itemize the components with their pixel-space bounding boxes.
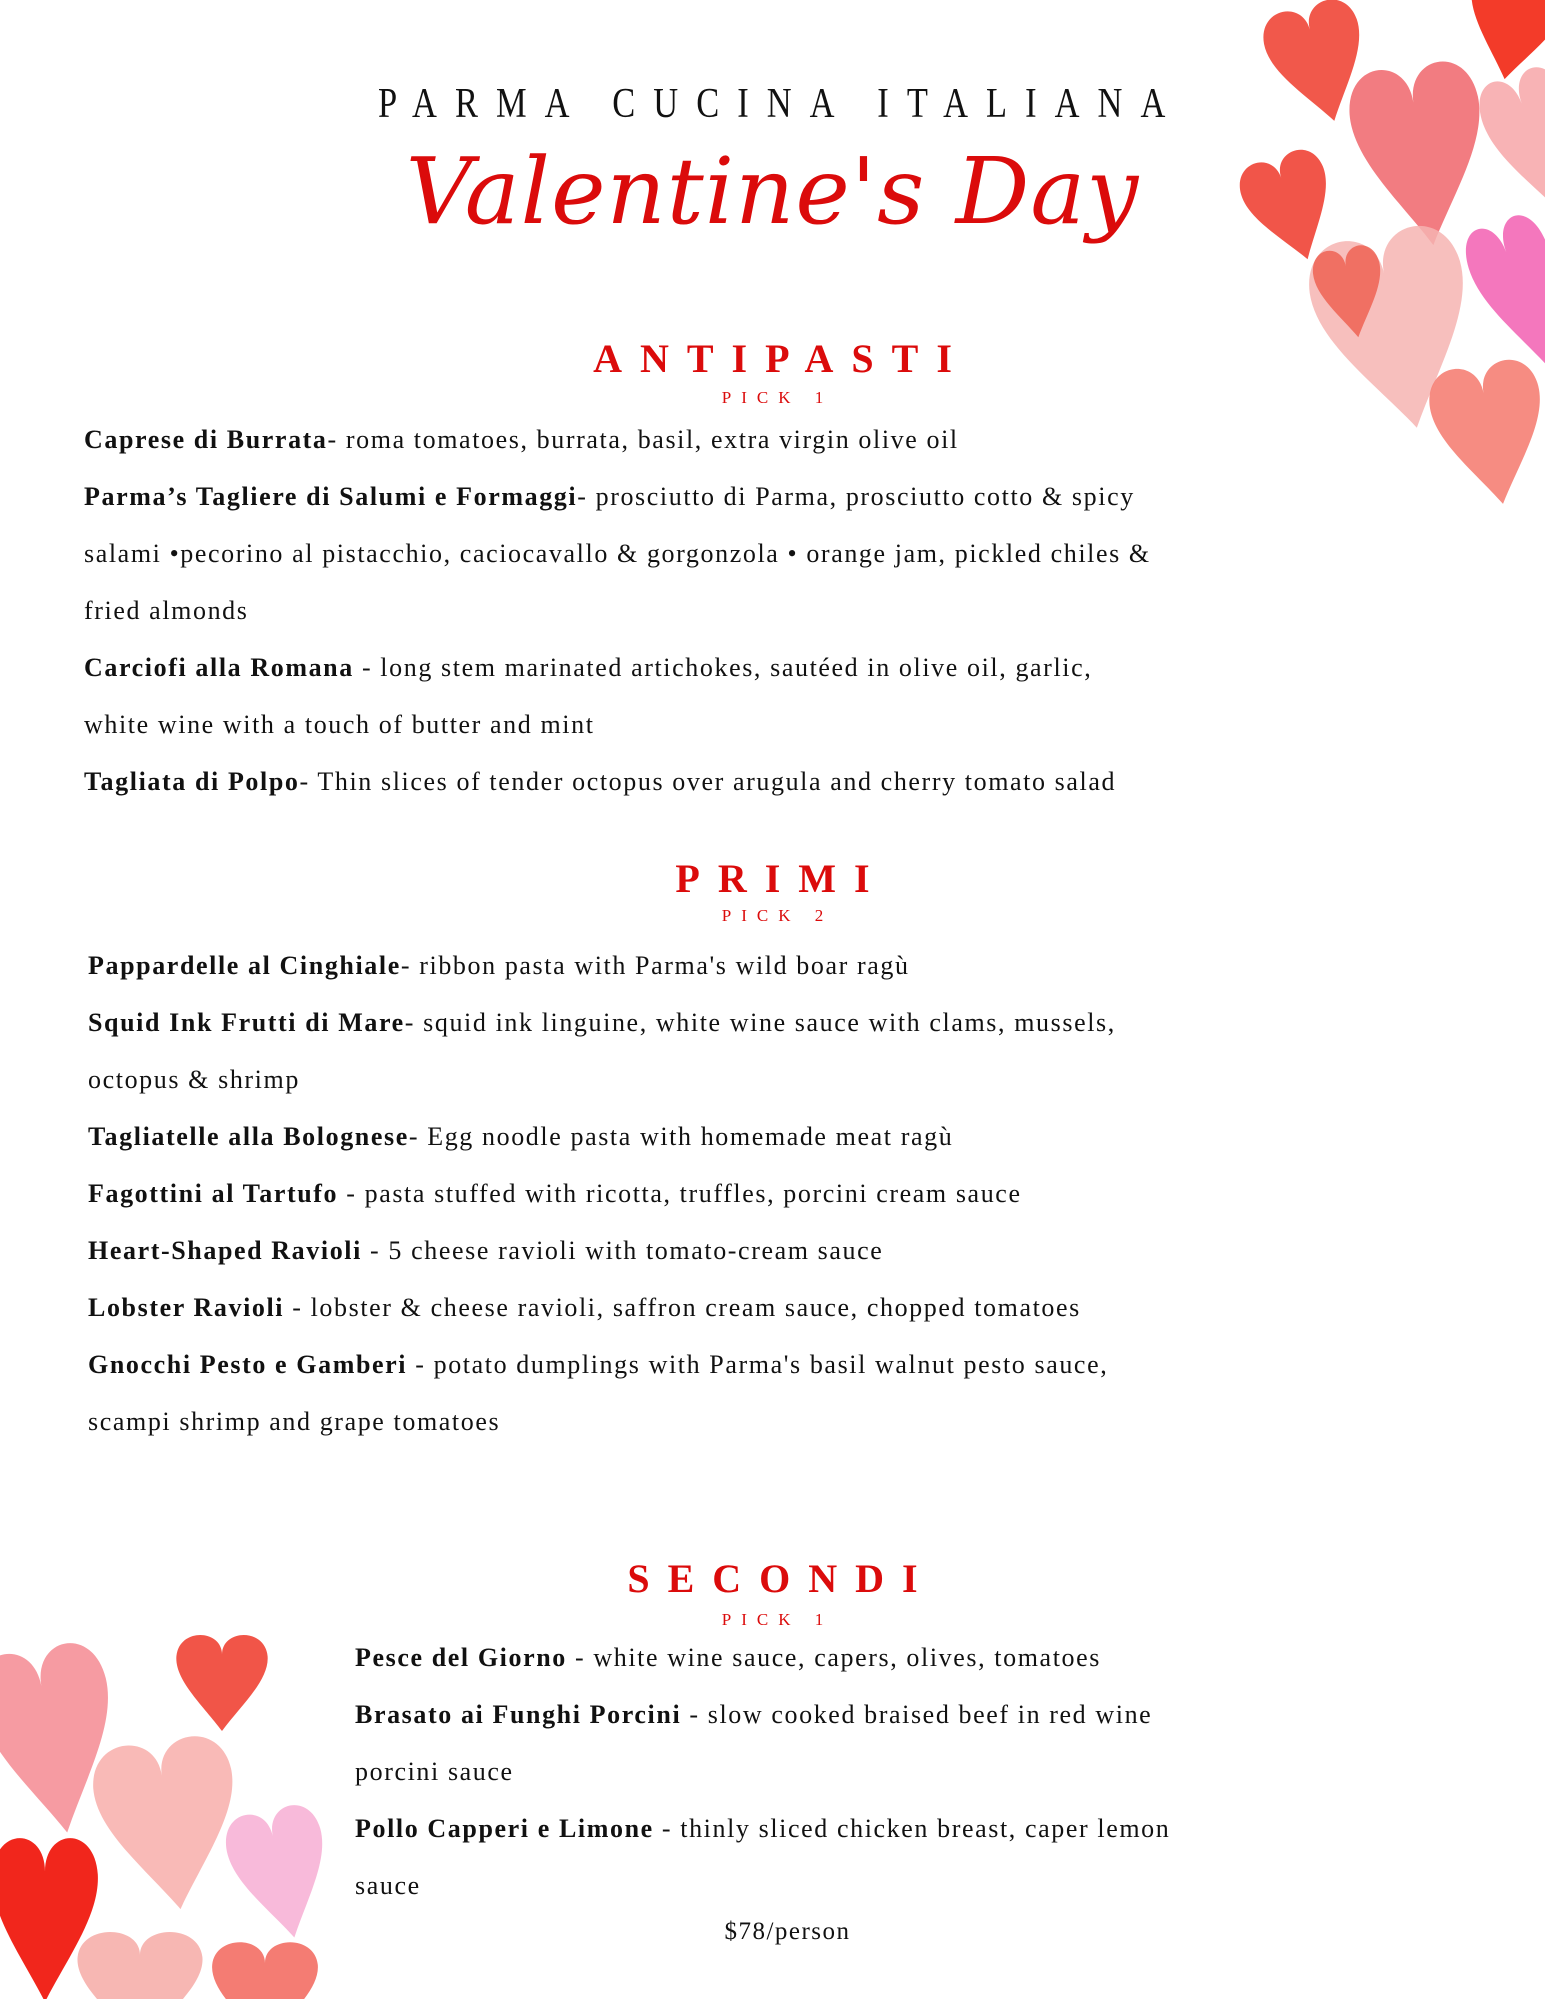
item-desc: - white wine sauce, capers, olives, tomatoes: [566, 1643, 1101, 1672]
item-name: Heart-Shaped Ravioli: [88, 1236, 362, 1265]
item-name: Tagliata di Polpo: [84, 767, 300, 796]
item-desc: - pasta stuffed with ricotta, truffles, porcini cream sauce: [338, 1179, 1022, 1208]
item-desc: - Thin slices of tender octopus over arugula and cherry tomato salad: [299, 767, 1117, 796]
section-title-primi: PRIMI: [675, 856, 888, 901]
item-desc-cont: octopus & shrimp: [88, 1065, 300, 1094]
item-desc: - roma tomatoes, burrata, basil, extra virgin olive oil: [327, 425, 959, 454]
menu-item: [84, 753, 1151, 810]
item-desc: - prosciutto di Parma, prosciutto cotto & spicy: [577, 482, 1135, 511]
menu-item: [88, 1108, 1116, 1165]
item-desc: - thinly sliced chicken breast, caper lemon: [653, 1814, 1171, 1843]
item-desc-cont: fried almonds: [84, 596, 249, 625]
item-desc: - squid ink linguine, white wine sauce with clams, mussels,: [404, 1008, 1116, 1037]
item-desc: - ribbon pasta with Parma's wild boar ragù: [400, 951, 910, 980]
primi-list: [88, 937, 1116, 1450]
menu-item: [88, 937, 1116, 994]
menu-item: [88, 1222, 1116, 1279]
item-name: Squid Ink Frutti di Mare: [88, 1008, 405, 1037]
item-name: Parma’s Tagliere di Salumi e Formaggi: [84, 482, 578, 511]
menu-item: [355, 1629, 1170, 1686]
secondi-list: [355, 1629, 1170, 1914]
item-desc: - long stem marinated artichokes, sautéed in olive oil, garlic,: [353, 653, 1093, 682]
item-name: Gnocchi Pesto e Gamberi: [88, 1350, 408, 1379]
item-name: Brasato ai Funghi Porcini: [355, 1700, 682, 1729]
antipasti-list: [84, 411, 1151, 810]
section-pick-antipasti: PICK 1: [721, 388, 834, 407]
menu-item: [84, 639, 1151, 696]
item-desc: - potato dumplings with Parma's basil walnut pesto sauce,: [407, 1350, 1109, 1379]
price-per-person: $78/person: [724, 1918, 851, 1945]
restaurant-name: PARMA CUCINA ITALIANA: [378, 81, 1184, 127]
item-name: Tagliatelle alla Bolognese: [88, 1122, 409, 1151]
menu-item: [355, 1800, 1170, 1857]
item-name: Pappardelle al Cinghiale: [88, 951, 401, 980]
section-pick-primi: PICK 2: [721, 906, 834, 925]
occasion-title: Valentine's Day: [405, 138, 1140, 245]
section-title-secondi: SECONDI: [627, 1556, 936, 1601]
item-desc-cont: salami •pecorino al pistacchio, caciocavallo & gorgonzola • orange jam, pickled chiles &: [84, 539, 1151, 568]
item-desc: - Egg noodle pasta with homemade meat ragù: [408, 1122, 954, 1151]
item-desc: - slow cooked braised beef in red wine: [681, 1700, 1153, 1729]
item-desc: - 5 cheese ravioli with tomato-cream sauce: [361, 1236, 884, 1265]
item-desc-cont: scampi shrimp and grape tomatoes: [88, 1407, 501, 1436]
item-desc-cont: sauce: [355, 1871, 421, 1900]
menu-item: [88, 1279, 1116, 1336]
item-name: Fagottini al Tartufo: [88, 1179, 339, 1208]
item-name: Lobster Ravioli: [88, 1293, 285, 1322]
section-title-antipasti: ANTIPASTI: [593, 336, 970, 381]
menu-item: [84, 411, 1151, 468]
item-name: Caprese di Burrata: [84, 425, 328, 454]
menu-item: [88, 994, 1116, 1051]
menu-item: [88, 1336, 1116, 1393]
menu-item: [88, 1165, 1116, 1222]
item-name: Pesce del Giorno: [355, 1643, 567, 1672]
section-pick-secondi: PICK 1: [721, 1610, 834, 1629]
item-name: Pollo Capperi e Limone: [355, 1814, 654, 1843]
item-name: Carciofi alla Romana: [84, 653, 354, 682]
item-desc-cont: white wine with a touch of butter and mint: [84, 710, 595, 739]
item-desc: - lobster & cheese ravioli, saffron cream sauce, chopped tomatoes: [284, 1293, 1081, 1322]
menu-item: [355, 1686, 1170, 1743]
menu-item: [84, 468, 1151, 525]
item-desc-cont: porcini sauce: [355, 1757, 514, 1786]
